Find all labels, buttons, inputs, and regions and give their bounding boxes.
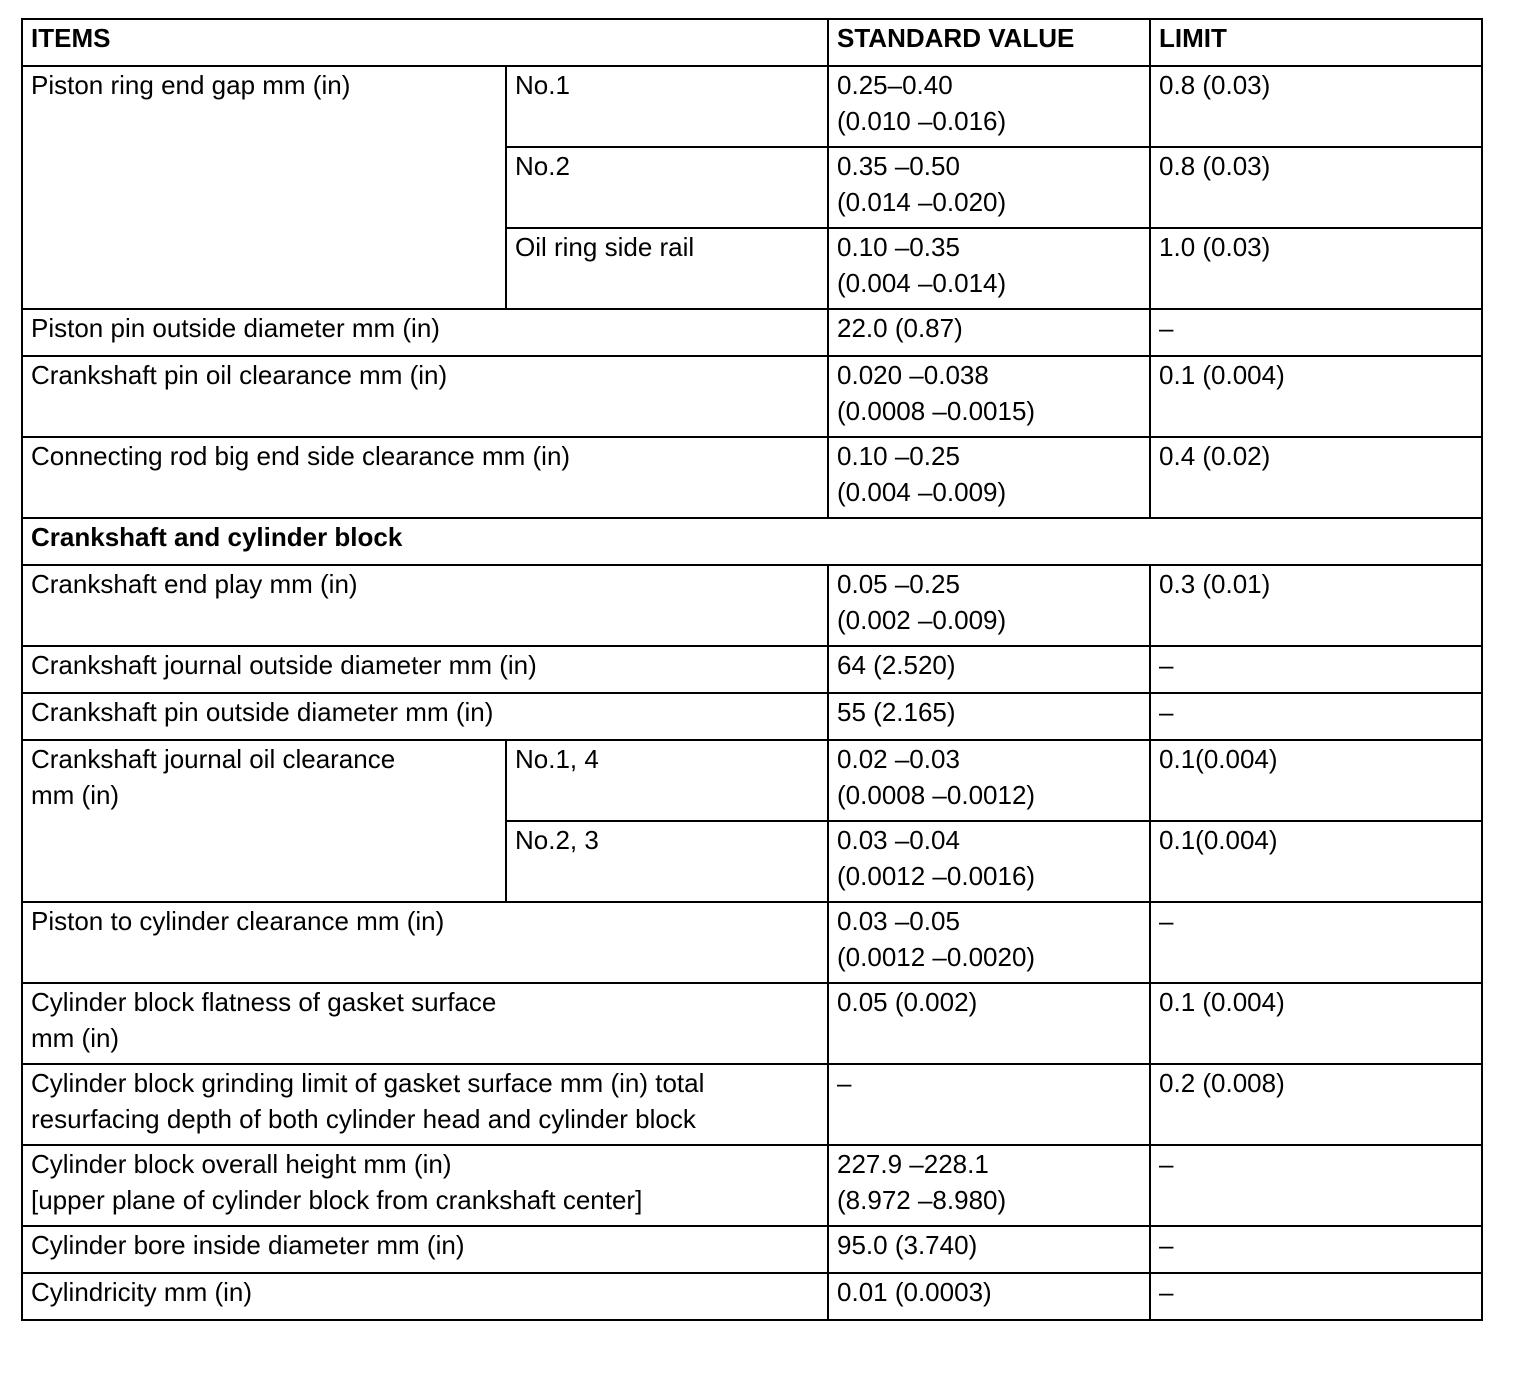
standard-value-line: 0.02 –0.03 <box>837 744 960 774</box>
standard-value-line: (0.004 –0.009) <box>837 477 1007 507</box>
standard-value-cell: 0.05 (0.002) <box>828 983 1150 1064</box>
standard-value-line: 227.9 –228.1 <box>837 1149 989 1179</box>
limit-cell: – <box>1150 309 1482 356</box>
standard-value-line: (0.0008 –0.0015) <box>837 396 1036 426</box>
header-limit: LIMIT <box>1150 19 1482 66</box>
limit-cell: 0.3 (0.01) <box>1150 565 1482 646</box>
standard-value-cell <box>828 902 1150 983</box>
sub-item-label: No.1, 4 <box>506 740 828 821</box>
standard-value-cell <box>828 437 1150 518</box>
standard-value-line: 0.25–0.40 <box>837 70 953 100</box>
table-row <box>22 1273 1482 1320</box>
item-label: Cylinder bore inside diameter mm (in) <box>22 1226 828 1273</box>
standard-value-line: 0.03 –0.05 <box>837 906 960 936</box>
standard-value-line: 0.10 –0.35 <box>837 232 960 262</box>
standard-value-line: 0.35 –0.50 <box>837 151 960 181</box>
standard-value-cell <box>828 1145 1150 1226</box>
standard-value-line: (0.0008 –0.0012) <box>837 780 1036 810</box>
standard-value-cell: 64 (2.520) <box>828 646 1150 693</box>
table-row <box>22 437 1482 518</box>
item-label-line: [upper plane of cylinder block from crankshaft center] <box>31 1185 643 1215</box>
limit-cell: 0.8 (0.03) <box>1150 147 1482 228</box>
header-standard-value: STANDARD VALUE <box>828 19 1150 66</box>
item-label <box>22 740 506 902</box>
item-label: Connecting rod big end side clearance mm (in) <box>22 437 828 518</box>
standard-value-cell <box>828 821 1150 902</box>
item-label: Crankshaft pin outside diameter mm (in) <box>22 693 828 740</box>
standard-value-cell: 95.0 (3.740) <box>828 1226 1150 1273</box>
section-title: Crankshaft and cylinder block <box>22 518 1482 565</box>
standard-value-line: (8.972 –8.980) <box>837 1185 1007 1215</box>
table-row <box>22 740 1482 821</box>
limit-cell: 0.1 (0.004) <box>1150 356 1482 437</box>
standard-value-line: 0.03 –0.04 <box>837 825 960 855</box>
standard-value-cell: 55 (2.165) <box>828 693 1150 740</box>
standard-value-line: 0.05 –0.25 <box>837 569 960 599</box>
standard-value-line: (0.0012 –0.0016) <box>837 861 1036 891</box>
item-label <box>22 1064 828 1145</box>
item-label: Crankshaft journal outside diameter mm (in) <box>22 646 828 693</box>
item-label-line: resurfacing depth of both cylinder head and cylinder block <box>31 1104 696 1134</box>
standard-value-line: (0.014 –0.020) <box>837 187 1007 217</box>
limit-cell: – <box>1150 1145 1482 1226</box>
table-row <box>22 983 1482 1064</box>
item-label-line: mm (in) <box>31 1023 120 1053</box>
sub-item-label: No.2, 3 <box>506 821 828 902</box>
standard-value-cell <box>828 356 1150 437</box>
item-label: Piston ring end gap mm (in) <box>22 66 506 309</box>
section-row <box>22 518 1482 565</box>
limit-cell: – <box>1150 693 1482 740</box>
specification-table <box>21 18 1483 1321</box>
sub-item-label: No.2 <box>506 147 828 228</box>
limit-cell: 0.1(0.004) <box>1150 821 1482 902</box>
standard-value-cell <box>828 147 1150 228</box>
table-row <box>22 66 1482 147</box>
sub-item-label: Oil ring side rail <box>506 228 828 309</box>
item-label: Crankshaft pin oil clearance mm (in) <box>22 356 828 437</box>
standard-value-cell: 0.01 (0.0003) <box>828 1273 1150 1320</box>
limit-cell: – <box>1150 646 1482 693</box>
table-row <box>22 902 1482 983</box>
standard-value-line: 0.020 –0.038 <box>837 360 989 390</box>
item-label: Piston pin outside diameter mm (in) <box>22 309 828 356</box>
table-row <box>22 1064 1482 1145</box>
standard-value-cell <box>828 228 1150 309</box>
header-row <box>22 19 1482 66</box>
table-row <box>22 565 1482 646</box>
standard-value-line: (0.002 –0.009) <box>837 605 1007 635</box>
item-label-line: mm (in) <box>31 780 120 810</box>
table-row <box>22 309 1482 356</box>
item-label: Piston to cylinder clearance mm (in) <box>22 902 828 983</box>
table-row <box>22 1226 1482 1273</box>
standard-value-cell <box>828 740 1150 821</box>
standard-value-line: (0.004 –0.014) <box>837 268 1007 298</box>
standard-value-cell <box>828 565 1150 646</box>
item-label-line: Cylinder block flatness of gasket surface <box>31 987 497 1017</box>
limit-cell: 0.4 (0.02) <box>1150 437 1482 518</box>
table-row <box>22 646 1482 693</box>
item-label-line: Crankshaft journal oil clearance <box>31 744 396 774</box>
limit-cell: – <box>1150 1273 1482 1320</box>
standard-value-cell <box>828 66 1150 147</box>
sub-item-label: No.1 <box>506 66 828 147</box>
item-label <box>22 983 828 1064</box>
item-label: Cylindricity mm (in) <box>22 1273 828 1320</box>
table-row <box>22 1145 1482 1226</box>
limit-cell: 0.1(0.004) <box>1150 740 1482 821</box>
standard-value-cell: – <box>828 1064 1150 1145</box>
standard-value-line: 0.10 –0.25 <box>837 441 960 471</box>
table-row <box>22 693 1482 740</box>
limit-cell: 1.0 (0.03) <box>1150 228 1482 309</box>
limit-cell: – <box>1150 902 1482 983</box>
standard-value-line: (0.0012 –0.0020) <box>837 942 1036 972</box>
standard-value-line: (0.010 –0.016) <box>837 106 1007 136</box>
limit-cell: 0.2 (0.008) <box>1150 1064 1482 1145</box>
item-label <box>22 1145 828 1226</box>
header-items: ITEMS <box>22 19 828 66</box>
item-label-line: Cylinder block grinding limit of gasket surface mm (in) total <box>31 1068 705 1098</box>
table-row <box>22 356 1482 437</box>
item-label-line: Cylinder block overall height mm (in) <box>31 1149 452 1179</box>
limit-cell: 0.1 (0.004) <box>1150 983 1482 1064</box>
limit-cell: 0.8 (0.03) <box>1150 66 1482 147</box>
item-label: Crankshaft end play mm (in) <box>22 565 828 646</box>
limit-cell: – <box>1150 1226 1482 1273</box>
standard-value-cell: 22.0 (0.87) <box>828 309 1150 356</box>
